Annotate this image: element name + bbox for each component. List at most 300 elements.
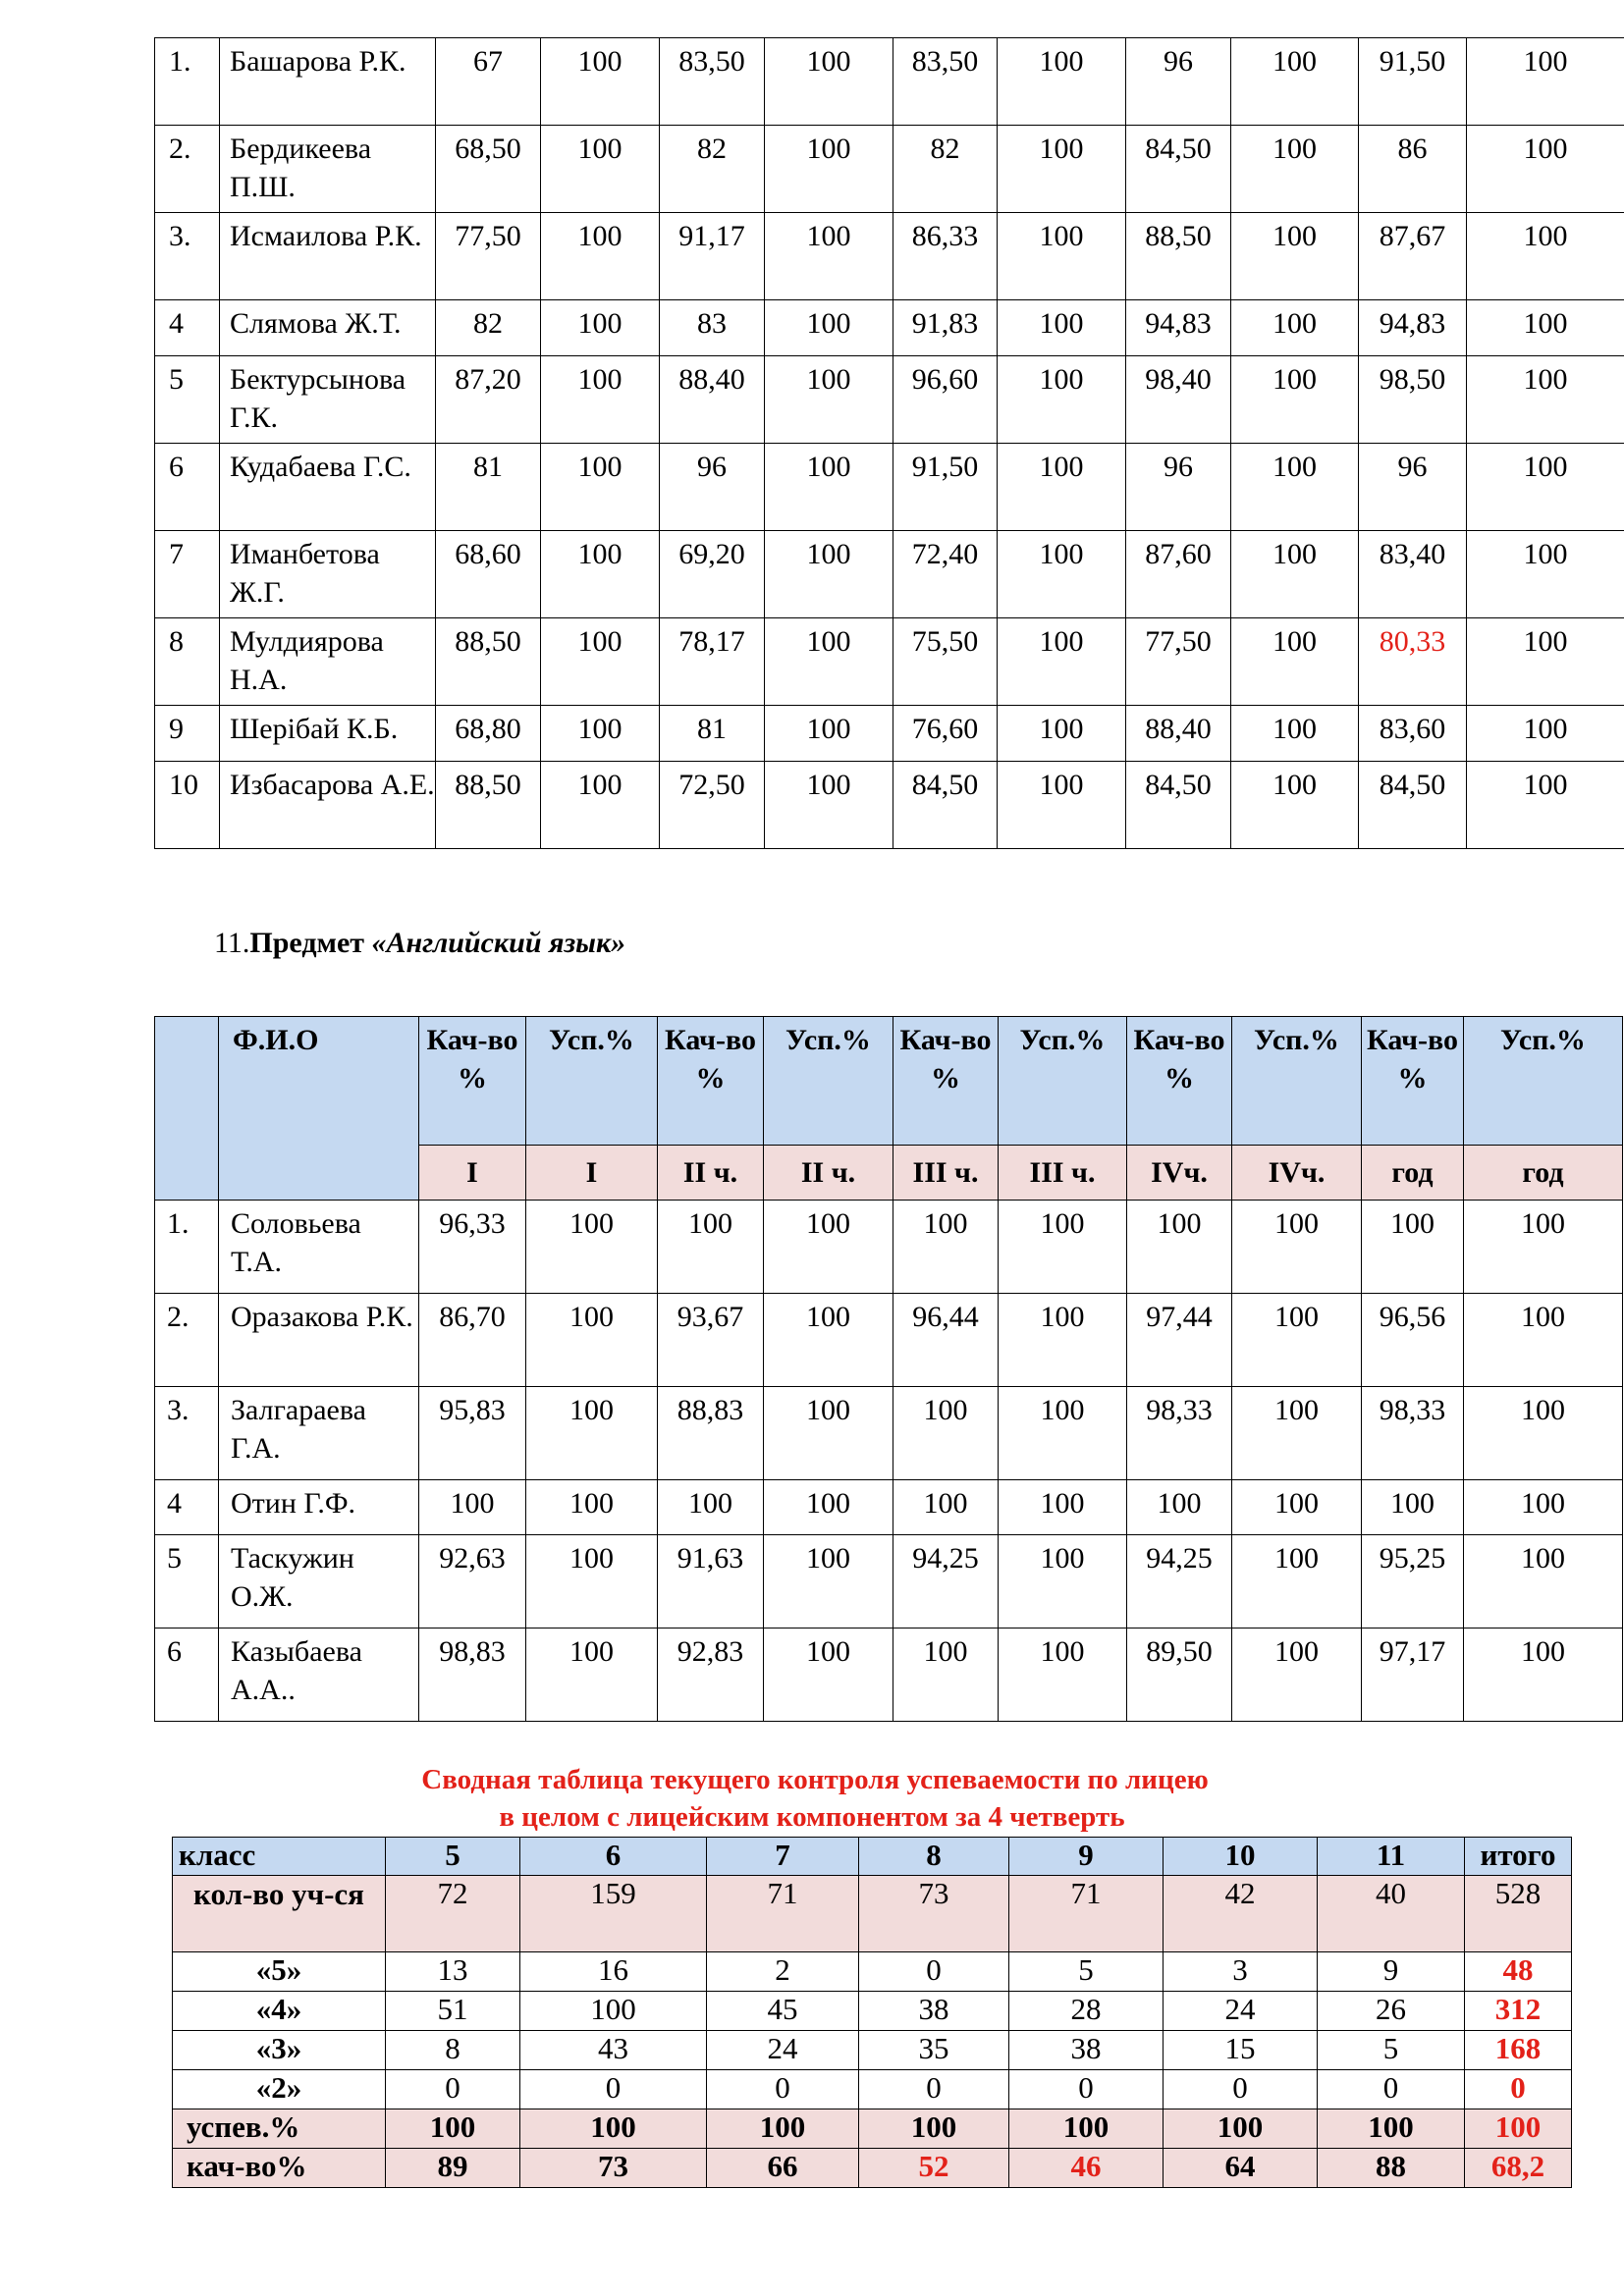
- value-cell: 100: [1232, 1387, 1362, 1480]
- value-cell: 76,60: [893, 706, 998, 762]
- value-cell: 83,40: [1359, 531, 1467, 618]
- total-value: 100: [1465, 2109, 1572, 2149]
- subheader-col: III ч.: [999, 1146, 1127, 1201]
- class-value: 16: [520, 1952, 707, 1992]
- class-value: 26: [1318, 1992, 1465, 2031]
- value-cell: 100: [1467, 356, 1624, 444]
- class-value: 0: [707, 2070, 859, 2109]
- value-cell: 69,20: [660, 531, 765, 618]
- subheader-col: II ч.: [658, 1146, 764, 1201]
- value-cell: 88,40: [1126, 706, 1231, 762]
- table-row: [155, 1535, 1623, 1629]
- class-value: 43: [520, 2031, 707, 2070]
- header-col: Кач-во %: [1127, 1017, 1232, 1146]
- value-cell: 100: [1464, 1294, 1623, 1387]
- class-value: 2: [707, 1952, 859, 1992]
- class-header: 10: [1164, 1838, 1318, 1876]
- value-cell: 100: [541, 213, 660, 300]
- teacher-name: Исмаилова Р.К.: [220, 213, 436, 300]
- summary-header-row: [173, 1838, 1572, 1876]
- row-number: 8: [155, 618, 220, 706]
- value-cell: 100: [1464, 1535, 1623, 1629]
- row-label: «5»: [173, 1952, 386, 1992]
- class-value: 28: [1009, 1992, 1164, 2031]
- value-cell: 68,80: [436, 706, 541, 762]
- teacher-name: Мулдиярова Н.А.: [220, 618, 436, 706]
- value-cell: 100: [998, 300, 1126, 356]
- value-cell: 84,50: [1126, 762, 1231, 849]
- value-cell: 82: [893, 126, 998, 213]
- class-value: 71: [707, 1876, 859, 1952]
- value-cell: 94,83: [1126, 300, 1231, 356]
- value-cell: 96: [1359, 444, 1467, 531]
- total-value: 312: [1465, 1992, 1572, 2031]
- value-cell: 96,33: [419, 1201, 526, 1294]
- class-value: 64: [1164, 2149, 1318, 2188]
- class-value: 35: [859, 2031, 1009, 2070]
- table-row: [155, 38, 1624, 126]
- table-row: [155, 618, 1624, 706]
- class-header: 6: [520, 1838, 707, 1876]
- summary-title: [0, 1761, 1624, 1836]
- value-cell: 100: [765, 706, 893, 762]
- teacher-name: Шерібай К.Б.: [220, 706, 436, 762]
- value-cell: 67: [436, 38, 541, 126]
- class-value: 46: [1009, 2149, 1164, 2188]
- row-label: успев.%: [173, 2109, 386, 2149]
- value-cell: 100: [764, 1294, 893, 1387]
- class-header: 5: [386, 1838, 520, 1876]
- success-row: [173, 2109, 1572, 2149]
- subheader-col: I: [526, 1146, 658, 1201]
- teacher-results-table: [154, 37, 1624, 849]
- row-label: «4»: [173, 1992, 386, 2031]
- header-col: Кач-во %: [893, 1017, 999, 1146]
- value-cell: 100: [1362, 1480, 1464, 1535]
- value-cell: 100: [1467, 300, 1624, 356]
- teacher-name: Слямова Ж.Т.: [220, 300, 436, 356]
- value-cell: 100: [998, 444, 1126, 531]
- value-cell: 100: [1232, 1480, 1362, 1535]
- value-cell: 100: [1467, 213, 1624, 300]
- row-number: 10: [155, 762, 220, 849]
- value-cell: 100: [999, 1629, 1127, 1722]
- summary-title-line1: Сводная таблица текущего контроля успеваемости по лицею: [421, 1764, 1209, 1795]
- section-subject: «Английский язык»: [371, 927, 626, 959]
- value-cell: 100: [998, 213, 1126, 300]
- class-header: 11: [1318, 1838, 1465, 1876]
- class-value: 0: [386, 2070, 520, 2109]
- teacher-name: Таскужин О.Ж.: [219, 1535, 419, 1629]
- row-number: 4: [155, 300, 220, 356]
- value-cell: 83,50: [660, 38, 765, 126]
- value-cell: 100: [1464, 1201, 1623, 1294]
- class-value: 24: [1164, 1992, 1318, 2031]
- value-cell: 100: [526, 1535, 658, 1629]
- class-value: 100: [859, 2109, 1009, 2149]
- value-cell: 100: [541, 356, 660, 444]
- row-number: 1.: [155, 1201, 219, 1294]
- value-cell: 100: [765, 38, 893, 126]
- value-cell: 89,50: [1127, 1629, 1232, 1722]
- value-cell: 100: [1467, 762, 1624, 849]
- grade4-row: [173, 1992, 1572, 2031]
- value-cell: 96: [660, 444, 765, 531]
- value-cell: 91,50: [893, 444, 998, 531]
- class-value: 15: [1164, 2031, 1318, 2070]
- value-cell: 100: [765, 213, 893, 300]
- value-cell: 100: [1231, 126, 1359, 213]
- row-number: 1.: [155, 38, 220, 126]
- class-value: 89: [386, 2149, 520, 2188]
- value-cell: 100: [999, 1201, 1127, 1294]
- grade5-row: [173, 1952, 1572, 1992]
- value-cell: 100: [999, 1535, 1127, 1629]
- value-cell: 100: [1231, 213, 1359, 300]
- table-row: [155, 213, 1624, 300]
- subheader-col: I: [419, 1146, 526, 1201]
- value-cell: 100: [765, 531, 893, 618]
- table-row: [155, 1201, 1623, 1294]
- value-cell: 92,63: [419, 1535, 526, 1629]
- value-cell: 100: [998, 618, 1126, 706]
- subheader-col: IVч.: [1232, 1146, 1362, 1201]
- value-cell: 100: [998, 126, 1126, 213]
- value-cell: 96: [1126, 444, 1231, 531]
- class-value: 24: [707, 2031, 859, 2070]
- class-value: 73: [859, 1876, 1009, 1952]
- value-cell: 100: [893, 1480, 999, 1535]
- class-value: 73: [520, 2149, 707, 2188]
- row-number: 6: [155, 1629, 219, 1722]
- value-cell: 100: [1231, 762, 1359, 849]
- value-cell: 100: [1362, 1201, 1464, 1294]
- value-cell: 95,25: [1362, 1535, 1464, 1629]
- value-cell: 100: [765, 444, 893, 531]
- table-row: [155, 356, 1624, 444]
- row-label: «3»: [173, 2031, 386, 2070]
- class-value: 88: [1318, 2149, 1465, 2188]
- value-cell: 100: [1231, 300, 1359, 356]
- row-number: 3.: [155, 213, 220, 300]
- summary-header-label: класс: [173, 1838, 386, 1876]
- value-cell: 100: [998, 38, 1126, 126]
- summary-title-line2: в целом с лицейским компонентом за 4 четверть: [499, 1801, 1125, 1833]
- teacher-name: Иманбетова Ж.Г.: [220, 531, 436, 618]
- class-value: 52: [859, 2149, 1009, 2188]
- row-number: 3.: [155, 1387, 219, 1480]
- header-col: Усп.%: [1464, 1017, 1623, 1146]
- value-cell: 100: [541, 762, 660, 849]
- value-cell: 83,50: [893, 38, 998, 126]
- subheader-col: IVч.: [1127, 1146, 1232, 1201]
- teacher-name: Казыбаева А.А..: [219, 1629, 419, 1722]
- class-value: 0: [859, 1952, 1009, 1992]
- value-cell: 100: [1231, 38, 1359, 126]
- value-cell: 91,83: [893, 300, 998, 356]
- value-cell: 88,40: [660, 356, 765, 444]
- subheader-col: II ч.: [764, 1146, 893, 1201]
- class-value: 0: [1009, 2070, 1164, 2109]
- value-cell: 100: [1467, 706, 1624, 762]
- class-value: 0: [859, 2070, 1009, 2109]
- table-row: [155, 300, 1624, 356]
- value-cell: 92,83: [658, 1629, 764, 1722]
- value-cell: 100: [998, 762, 1126, 849]
- value-cell: 100: [1467, 126, 1624, 213]
- class-value: 100: [520, 1992, 707, 2031]
- teacher-name: Бектурсынова Г.К.: [220, 356, 436, 444]
- row-number: 6: [155, 444, 220, 531]
- value-cell: 98,50: [1359, 356, 1467, 444]
- value-cell: 96,60: [893, 356, 998, 444]
- value-cell: 100: [893, 1387, 999, 1480]
- value-cell: 94,25: [1127, 1535, 1232, 1629]
- value-cell: 94,83: [1359, 300, 1467, 356]
- teacher-name: Бердикеева П.Ш.: [220, 126, 436, 213]
- value-cell: 100: [1467, 38, 1624, 126]
- quality-row: [173, 2149, 1572, 2188]
- value-cell: 88,50: [436, 618, 541, 706]
- value-cell: 100: [1231, 444, 1359, 531]
- value-cell: 100: [1231, 356, 1359, 444]
- total-value: 48: [1465, 1952, 1572, 1992]
- teacher-name: Оразакова Р.К.: [219, 1294, 419, 1387]
- class-value: 38: [859, 1992, 1009, 2031]
- class-value: 66: [707, 2149, 859, 2188]
- row-label: кач-во%: [173, 2149, 386, 2188]
- value-cell: 98,83: [419, 1629, 526, 1722]
- value-cell: 87,60: [1126, 531, 1231, 618]
- value-cell: 100: [541, 126, 660, 213]
- section-number: 11.: [214, 927, 250, 959]
- total-value: 0: [1465, 2070, 1572, 2109]
- header-col: Усп.%: [764, 1017, 893, 1146]
- table-row: [155, 1387, 1623, 1480]
- class-header: 7: [707, 1838, 859, 1876]
- header-col: Усп.%: [1232, 1017, 1362, 1146]
- value-cell: 98,33: [1127, 1387, 1232, 1480]
- value-cell: 72,50: [660, 762, 765, 849]
- row-number: 5: [155, 1535, 219, 1629]
- table-header-row: [155, 1017, 1623, 1146]
- total-header: итого: [1465, 1838, 1572, 1876]
- value-cell: 88,50: [436, 762, 541, 849]
- class-value: 42: [1164, 1876, 1318, 1952]
- value-cell: 97,17: [1362, 1629, 1464, 1722]
- value-cell: 100: [999, 1387, 1127, 1480]
- value-cell: 91,63: [658, 1535, 764, 1629]
- class-value: 5: [1009, 1952, 1164, 1992]
- table-row: [155, 1294, 1623, 1387]
- value-cell: 100: [658, 1201, 764, 1294]
- value-cell: 100: [999, 1480, 1127, 1535]
- value-cell: 100: [765, 126, 893, 213]
- class-value: 100: [707, 2109, 859, 2149]
- class-value: 40: [1318, 1876, 1465, 1952]
- value-cell: 100: [1232, 1629, 1362, 1722]
- value-cell: 100: [1464, 1387, 1623, 1480]
- value-cell: 100: [541, 531, 660, 618]
- header-col: Кач-во %: [658, 1017, 764, 1146]
- value-cell: 97,44: [1127, 1294, 1232, 1387]
- class-value: 38: [1009, 2031, 1164, 2070]
- class-header: 8: [859, 1838, 1009, 1876]
- value-cell: 100: [1232, 1535, 1362, 1629]
- value-cell: 100: [998, 531, 1126, 618]
- value-cell: 96,56: [1362, 1294, 1464, 1387]
- value-cell: 100: [765, 356, 893, 444]
- value-cell: 100: [1467, 444, 1624, 531]
- value-cell: 81: [660, 706, 765, 762]
- value-cell: 81: [436, 444, 541, 531]
- total-value: 68,2: [1465, 2149, 1572, 2188]
- value-cell: 91,17: [660, 213, 765, 300]
- class-value: 100: [520, 2109, 707, 2149]
- value-cell: 100: [1231, 618, 1359, 706]
- value-cell: 75,50: [893, 618, 998, 706]
- value-cell: 100: [419, 1480, 526, 1535]
- teacher-name: Избасарова А.Е.: [220, 762, 436, 849]
- class-value: 0: [1318, 2070, 1465, 2109]
- row-number: 2.: [155, 1294, 219, 1387]
- header-col: Усп.%: [526, 1017, 658, 1146]
- header-col: Усп.%: [999, 1017, 1127, 1146]
- class-value: 100: [1009, 2109, 1164, 2149]
- value-cell: 100: [764, 1535, 893, 1629]
- value-cell: 100: [526, 1201, 658, 1294]
- value-cell: 100: [526, 1387, 658, 1480]
- table-row: [155, 531, 1624, 618]
- value-cell: 100: [526, 1629, 658, 1722]
- value-cell: 83: [660, 300, 765, 356]
- value-cell: 100: [541, 618, 660, 706]
- row-number: 9: [155, 706, 220, 762]
- value-cell: 100: [765, 300, 893, 356]
- value-cell: 80,33: [1359, 618, 1467, 706]
- value-cell: 96,44: [893, 1294, 999, 1387]
- value-cell: 100: [1467, 531, 1624, 618]
- teacher-name: Залгараева Г.А.: [219, 1387, 419, 1480]
- value-cell: 100: [541, 38, 660, 126]
- value-cell: 100: [541, 706, 660, 762]
- class-value: 9: [1318, 1952, 1465, 1992]
- table-row: [155, 706, 1624, 762]
- value-cell: 68,60: [436, 531, 541, 618]
- class-value: 71: [1009, 1876, 1164, 1952]
- value-cell: 94,25: [893, 1535, 999, 1629]
- value-cell: 84,50: [1359, 762, 1467, 849]
- row-number: 7: [155, 531, 220, 618]
- value-cell: 100: [764, 1201, 893, 1294]
- table-row: [155, 762, 1624, 849]
- value-cell: 100: [1127, 1480, 1232, 1535]
- value-cell: 84,50: [1126, 126, 1231, 213]
- row-number: 4: [155, 1480, 219, 1535]
- row-number: 2.: [155, 126, 220, 213]
- value-cell: 100: [999, 1294, 1127, 1387]
- header-fio: Ф.И.О: [219, 1017, 419, 1201]
- value-cell: 86,70: [419, 1294, 526, 1387]
- class-value: 5: [1318, 2031, 1465, 2070]
- value-cell: 86: [1359, 126, 1467, 213]
- header-col: Кач-во %: [419, 1017, 526, 1146]
- value-cell: 86,33: [893, 213, 998, 300]
- value-cell: 95,83: [419, 1387, 526, 1480]
- value-cell: 100: [1467, 618, 1624, 706]
- total-value: 528: [1465, 1876, 1572, 1952]
- value-cell: 100: [764, 1629, 893, 1722]
- value-cell: 82: [660, 126, 765, 213]
- value-cell: 93,67: [658, 1294, 764, 1387]
- value-cell: 98,40: [1126, 356, 1231, 444]
- value-cell: 87,67: [1359, 213, 1467, 300]
- value-cell: 100: [526, 1480, 658, 1535]
- value-cell: 98,33: [1362, 1387, 1464, 1480]
- value-cell: 78,17: [660, 618, 765, 706]
- teacher-name: Отин Г.Ф.: [219, 1480, 419, 1535]
- section-label: Предмет: [249, 927, 372, 959]
- value-cell: 100: [1232, 1294, 1362, 1387]
- value-cell: 77,50: [436, 213, 541, 300]
- value-cell: 100: [658, 1480, 764, 1535]
- value-cell: 84,50: [893, 762, 998, 849]
- value-cell: 100: [765, 762, 893, 849]
- header-col: Кач-во %: [1362, 1017, 1464, 1146]
- value-cell: 100: [526, 1294, 658, 1387]
- value-cell: 88,83: [658, 1387, 764, 1480]
- teacher-name: Кудабаева Г.С.: [220, 444, 436, 531]
- subheader-col: год: [1464, 1146, 1623, 1201]
- class-value: 13: [386, 1952, 520, 1992]
- value-cell: 100: [1232, 1201, 1362, 1294]
- value-cell: 100: [1127, 1201, 1232, 1294]
- class-value: 3: [1164, 1952, 1318, 1992]
- value-cell: 100: [998, 706, 1126, 762]
- class-value: 100: [386, 2109, 520, 2149]
- table-row: [155, 126, 1624, 213]
- class-value: 100: [1164, 2109, 1318, 2149]
- class-header: 9: [1009, 1838, 1164, 1876]
- value-cell: 100: [893, 1629, 999, 1722]
- row-label: кол-во уч-ся: [173, 1876, 386, 1952]
- total-value: 168: [1465, 2031, 1572, 2070]
- value-cell: 91,50: [1359, 38, 1467, 126]
- teacher-name: Соловьева Т.А.: [219, 1201, 419, 1294]
- class-value: 72: [386, 1876, 520, 1952]
- value-cell: 82: [436, 300, 541, 356]
- value-cell: 87,20: [436, 356, 541, 444]
- value-cell: 100: [764, 1480, 893, 1535]
- class-value: 0: [1164, 2070, 1318, 2109]
- value-cell: 100: [1464, 1629, 1623, 1722]
- value-cell: 100: [541, 300, 660, 356]
- subheader-col: III ч.: [893, 1146, 999, 1201]
- value-cell: 72,40: [893, 531, 998, 618]
- class-value: 45: [707, 1992, 859, 2031]
- header-blank-cell: [155, 1017, 219, 1201]
- table-row: [155, 1480, 1623, 1535]
- value-cell: 100: [998, 356, 1126, 444]
- value-cell: 83,60: [1359, 706, 1467, 762]
- value-cell: 68,50: [436, 126, 541, 213]
- table-row: [155, 1629, 1623, 1722]
- value-cell: 100: [1231, 531, 1359, 618]
- value-cell: 88,50: [1126, 213, 1231, 300]
- value-cell: 96: [1126, 38, 1231, 126]
- class-value: 159: [520, 1876, 707, 1952]
- grade2-row: [173, 2070, 1572, 2109]
